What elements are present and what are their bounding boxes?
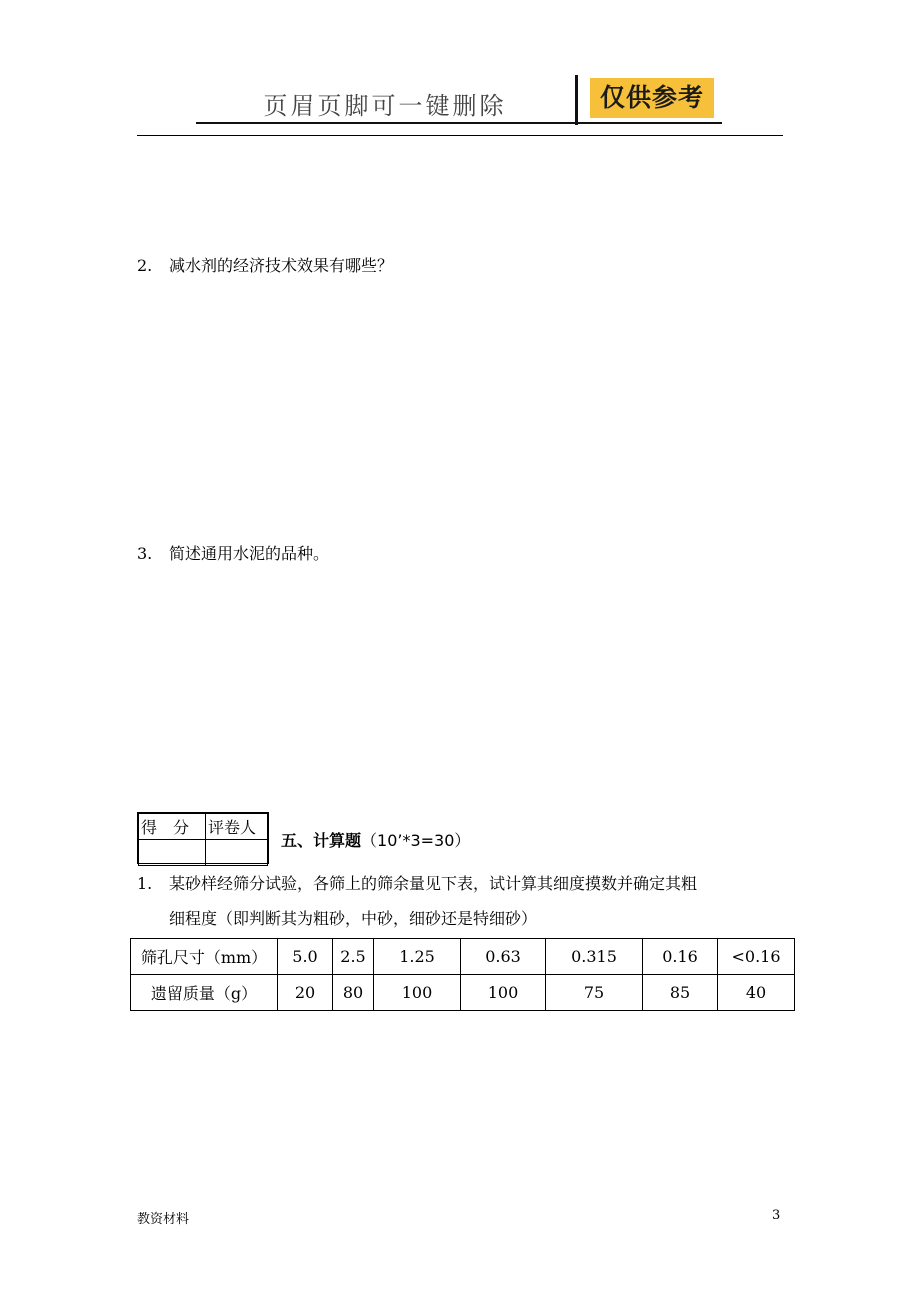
- question-2: [137, 256, 393, 276]
- table-cell: 100: [461, 975, 546, 1011]
- table-cell: 85: [643, 975, 718, 1011]
- grader-cell: [206, 840, 268, 866]
- table-row: [131, 939, 795, 975]
- footer-label: 教资材料: [137, 1212, 190, 1227]
- row-label-size: 筛孔尺寸（mm）: [131, 939, 278, 975]
- problem-1-line-1: [137, 874, 697, 894]
- reference-badge: 仅供参考: [590, 78, 714, 118]
- question-3-text: 简述通用水泥的品种。: [169, 544, 330, 563]
- table-cell: 75: [546, 975, 643, 1011]
- header-underline: [196, 122, 722, 124]
- table-cell: 5.0: [278, 939, 333, 975]
- table-cell: 80: [333, 975, 374, 1011]
- question-2-number: 2.: [137, 256, 153, 275]
- section-points: （10’*3=30）: [361, 831, 471, 850]
- page-number: 3: [772, 1208, 781, 1223]
- table-cell: 40: [718, 975, 795, 1011]
- section-title-text: 五、计算题: [281, 831, 362, 850]
- question-3: [137, 544, 329, 564]
- score-box: [137, 812, 269, 864]
- problem-1-line-2: 细程度（即判断其为粗砂，中砂，细砂还是特细砂）: [169, 909, 538, 928]
- grader-label: 评卷人: [206, 814, 268, 840]
- header-rule: [137, 135, 783, 136]
- table-row: [131, 975, 795, 1011]
- question-3-number: 3.: [137, 544, 153, 563]
- table-cell: 0.63: [461, 939, 546, 975]
- score-cell: [139, 840, 206, 866]
- table-cell: 20: [278, 975, 333, 1011]
- header-divider: [575, 75, 578, 125]
- question-2-text: 减水剂的经济技术效果有哪些？: [169, 256, 394, 275]
- sieve-table: [130, 938, 795, 1011]
- problem-1-text-1: 某砂样经筛分试验，各筛上的筛余量见下表，试计算其细度摸数并确定其粗: [169, 874, 698, 893]
- header-title: 页眉页脚可一键删除: [263, 92, 507, 120]
- problem-1-number: 1.: [137, 874, 153, 893]
- section-title: [281, 828, 470, 851]
- table-cell: 0.315: [546, 939, 643, 975]
- table-cell: <0.16: [718, 939, 795, 975]
- table-cell: 1.25: [374, 939, 461, 975]
- table-cell: 2.5: [333, 939, 374, 975]
- row-label-mass: 遗留质量（g）: [131, 975, 278, 1011]
- score-label: 得 分: [139, 814, 206, 840]
- table-cell: 0.16: [643, 939, 718, 975]
- table-cell: 100: [374, 975, 461, 1011]
